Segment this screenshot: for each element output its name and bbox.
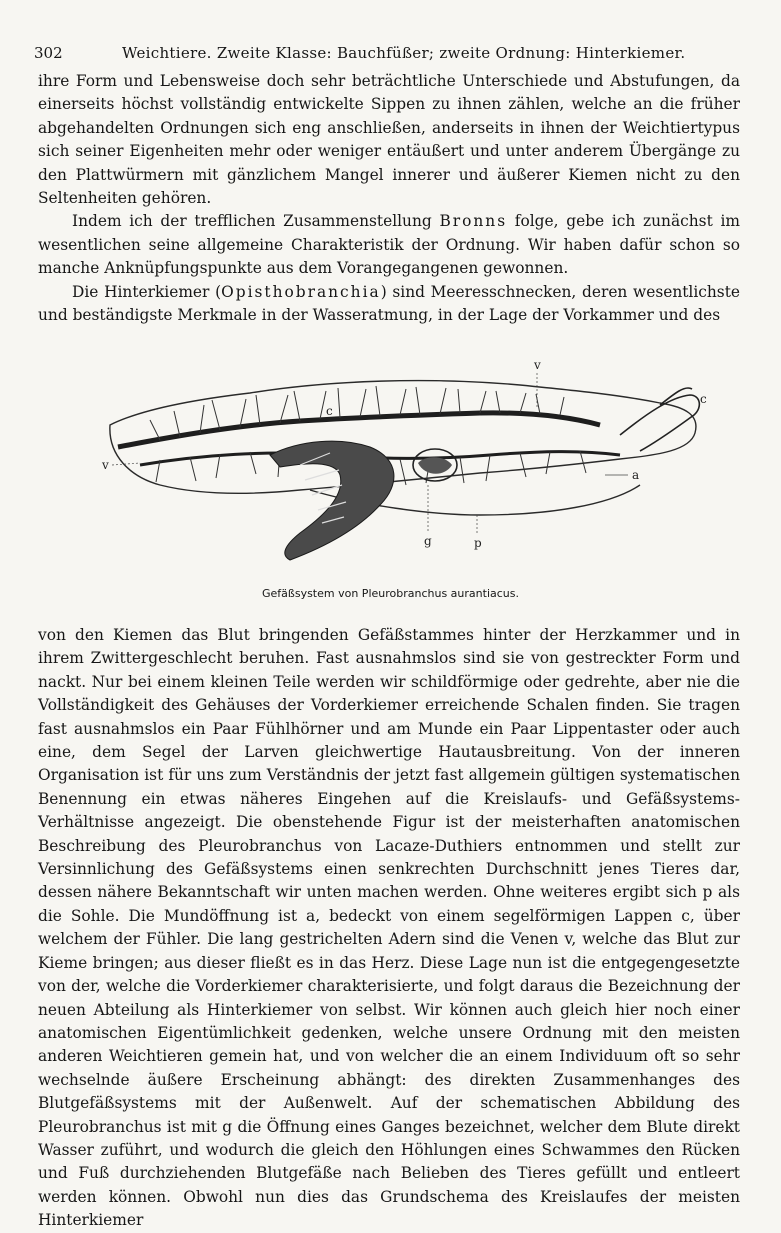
label-p: p xyxy=(474,536,482,550)
label-a: a xyxy=(632,468,640,482)
label-g: g xyxy=(424,534,432,548)
page-number: 302 xyxy=(34,44,63,62)
label-c-inner: c xyxy=(326,404,333,418)
ventricle xyxy=(418,457,452,474)
label-v-top: v xyxy=(534,358,541,372)
gill-plume xyxy=(270,441,394,560)
vascular-system-illustration xyxy=(100,355,720,570)
paragraph: Die Hinterkiemer (Opisthobranchia) sind Meeresschnecken, deren wesentlichste und beständigste Merkmale in der Wasseratmung, in der Lage der Vorkammer und des xyxy=(38,282,740,325)
body-outline xyxy=(110,381,696,494)
taxon-name: Opisthobranchia xyxy=(221,282,381,301)
text-block-top xyxy=(38,70,740,327)
paragraph: Indem ich der trefflichen Zusammenstellung Bronns folge, gebe ich zunächst im wesentlichen seine allgemeine Charakteristik der Ordnung. Wir haben dafür schon so manche Anknüpfungspunkte aus dem Vorangegangenen gewonnen. xyxy=(38,212,740,278)
paragraph: von den Kiemen das Blut bringenden Gefäßstammes hinter der Herzkammer und in ihrem Zwittergeschlecht beruhen. Fast ausnahmslos sind sie von gestreckter Form und nackt. Nur bei einem kleinen Teile werden wir schildförmige oder gedrehte, aber nie die Vollständigkeit des Gehäuses der Vorderkiemer erreichende Schalen finden. Sie tragen fast ausnahmslos ein Paar Fühlhörner und am Munde ein Paar Lippentaster oder auch eine, dem Segel der Larven gleichwertige Hautausbreitung. Von der inneren Organisation ist für uns zum Verständnis der jetzt fast allgemein gültigen systematischen Benennung ein etwas näheres Eingehen auf die Kreislaufs- und Gefäßsystems-Verhältnisse angezeigt. Die obenstehende Figur ist der meisterhaften anatomischen Beschreibung des Pleurobranchus von Lacaze-Duthiers entnommen und stellt zur Versinnlichung des Gefäßsystems einen senkrechten Durchschnitt jenes Tieres dar, dessen nähere Bekanntschaft wir unten machen werden. Ohne weiteres ergibt sich p als die Sohle. Die Mundöffnung ist a, bedeckt von einem segelförmigen Lappen c, über welchem der Fühler. Die lang gestrichelten Adern sind die Venen v, welche das Blut zur Kieme bringen; aus dieser fließt es in das Herz. Diese Lage nun ist die entgegengesetzte von der, welche die Vorderkiemer charakterisierte, und folgt daraus die Bezeichnung der neuen Abteilung als Hinterkiemer von selbst. Wir können auch gleich hier noch einer anatomischen Eigentümlichkeit gedenken, welche unsere Ordnung mit den meisten anderen Weichtieren gemein hat, und von welcher die an einem Individuum oft so sehr wechselnde äußere Erscheinung abhängt: des direkten Zusammenhanges des Blutgefäßsystems mit der Außenwelt. Auf der schematischen Abbildung des Pleurobranchus ist mit g die Öffnung eines Ganges bezeichnet, welcher dem Blute direkt Wasser zuführt, und wodurch die gleich den Höhlungen eines Schwammes den Rücken und Fuß durchziehenden Blutgefäße nach Belieben des Tieres gefüllt und entleert werden können. Obwohl nun dies das Grundschema des Kreislaufes der meisten Hinterkiemer xyxy=(38,626,740,1230)
author-name: Bronns xyxy=(439,212,508,231)
label-v-left: v xyxy=(102,458,109,472)
page-header xyxy=(34,44,754,66)
text-block-bottom xyxy=(38,624,740,1233)
running-title: Weichtiere. Zweite Klasse: Bauchfüßer; zweite Ordnung: Hinterkiemer. xyxy=(122,44,686,62)
figure-caption: Gefäßsystem von Pleurobranchus aurantiacus. xyxy=(262,587,519,600)
main-vein xyxy=(118,413,600,447)
paragraph: ihre Form und Lebensweise doch sehr beträchtliche Unterschiede und Abstufungen, da einerseits höchst vollständig entwickelte Sippen zu ihnen zählen, welche an die früher abgehandelten Ordnungen sich eng anschließen, anderseits in ihnen der Weichtiertypus sich seiner Eigenheiten mehr oder weniger entäußert und unter anderem Übergänge zu den Plattwürmern mit gänzlichem Mangel innerer und äußerer Kiemen nicht zu den Seltenheiten gehören. xyxy=(38,72,740,208)
anatomical-figure xyxy=(100,355,720,570)
label-c: c xyxy=(700,392,707,406)
